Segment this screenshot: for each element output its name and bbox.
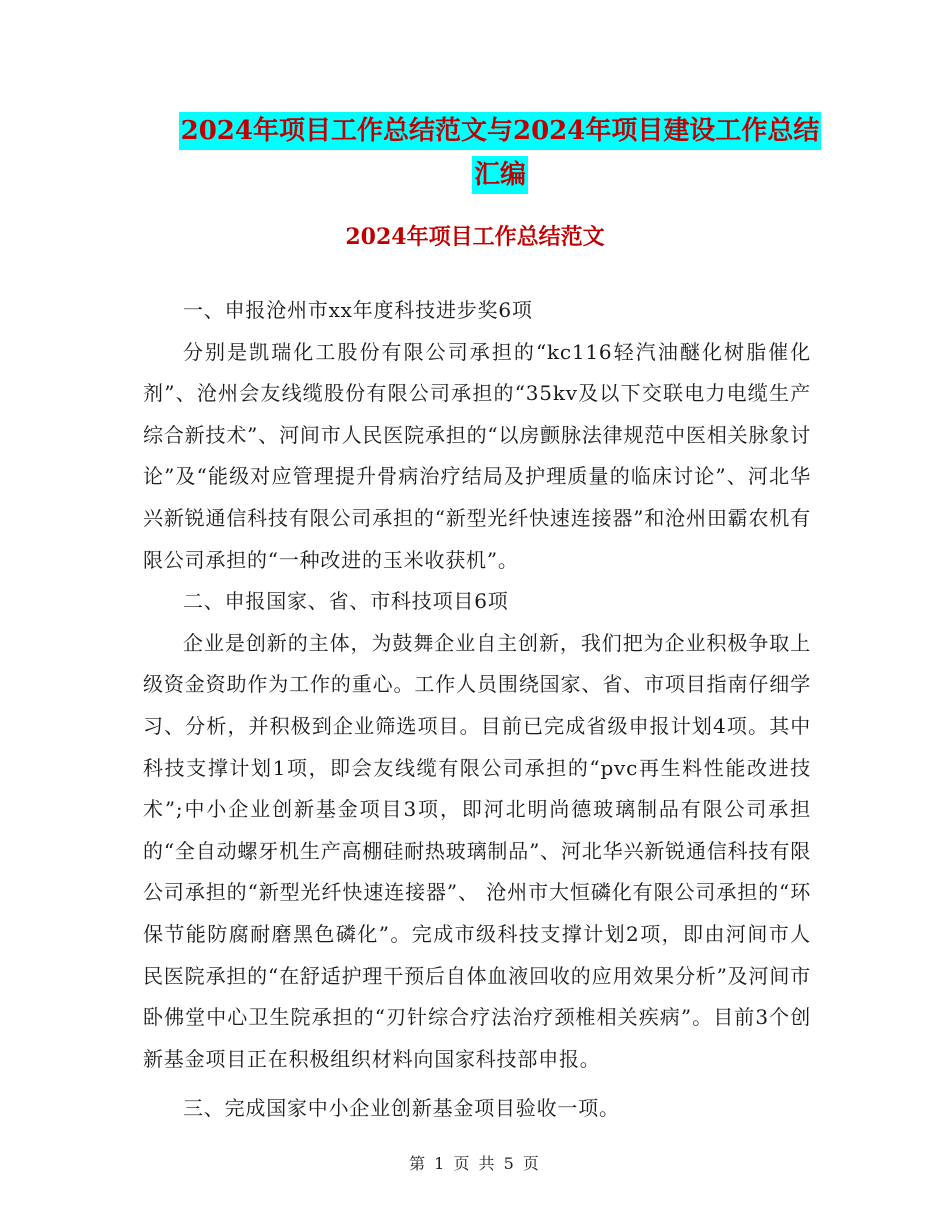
title-line-1: 2024年项目工作总结范文与2024年项目建设工作总结 xyxy=(179,112,822,150)
paragraph: 分别是凯瑞化工股份有限公司承担的“kc116轻汽油醚化树脂催化剂”、沧州会友线缆股份有限公司承担的“35kv及以下交联电力电缆生产综合新技术”、河间市人民医院承担的“以房颤脉法律规范中医相关脉象讨论”及“能级对应管理提升骨病治疗结局及护理质量的临床讨论”、河北华兴新锐通信科技有限公司承担的“新型光纤快速连接器”和沧州田霸农机有限公司承担的“一种改进的玉米收获机”。 xyxy=(143,339,811,572)
page-number-footer: 第 1 页 共 5 页 xyxy=(409,1154,541,1173)
paragraph-heading-2: 二、申报国家、省、市科技项目6项 xyxy=(183,589,509,614)
paragraph-heading-1: 一、申报沧州市xx年度科技进步奖6项 xyxy=(183,298,533,322)
body-content xyxy=(143,290,811,1130)
document-title xyxy=(140,112,860,194)
paragraph-heading-3: 三、完成国家中小企业创新基金项目验收一项。 xyxy=(183,1096,620,1121)
paragraph: 企业是创新的主体，为鼓舞企业自主创新，我们把为企业积极争取上级资金资助作为工作的重心。工作人员围绕国家、省、市项目指南仔细学习、分析，并积极到企业筛选项目。目前已完成省级申报计划4项。其中科技支撑计划1项，即会友线缆有限公司承担的“pvc再生料性能改进技术”;中小企业创新基金项目3项，即河北明尚德玻璃制品有限公司承担的“全自动螺牙机生产高棚硅耐热玻璃制品”、河北华兴新锐通信科技有限公司承担的“新型光纤快速连接器”、 沧州市大恒磷化有限公司承担的“环保节能防腐耐磨黑色磷化”。完成市级科技支撑计划2项，即由河间市人民医院承担的“在舒适护理干预后自体血液回收的应用效果分析”及河间市卧佛堂中心卫生院承担的“刃针综合疗法治疗颈椎相关疾病”。目前3个创新基金项目正在积极组织材料向国家科技部申报。 xyxy=(143,630,811,1071)
title-line-2: 汇编 xyxy=(472,156,528,194)
section-heading: 2024年项目工作总结范文 xyxy=(345,224,605,250)
